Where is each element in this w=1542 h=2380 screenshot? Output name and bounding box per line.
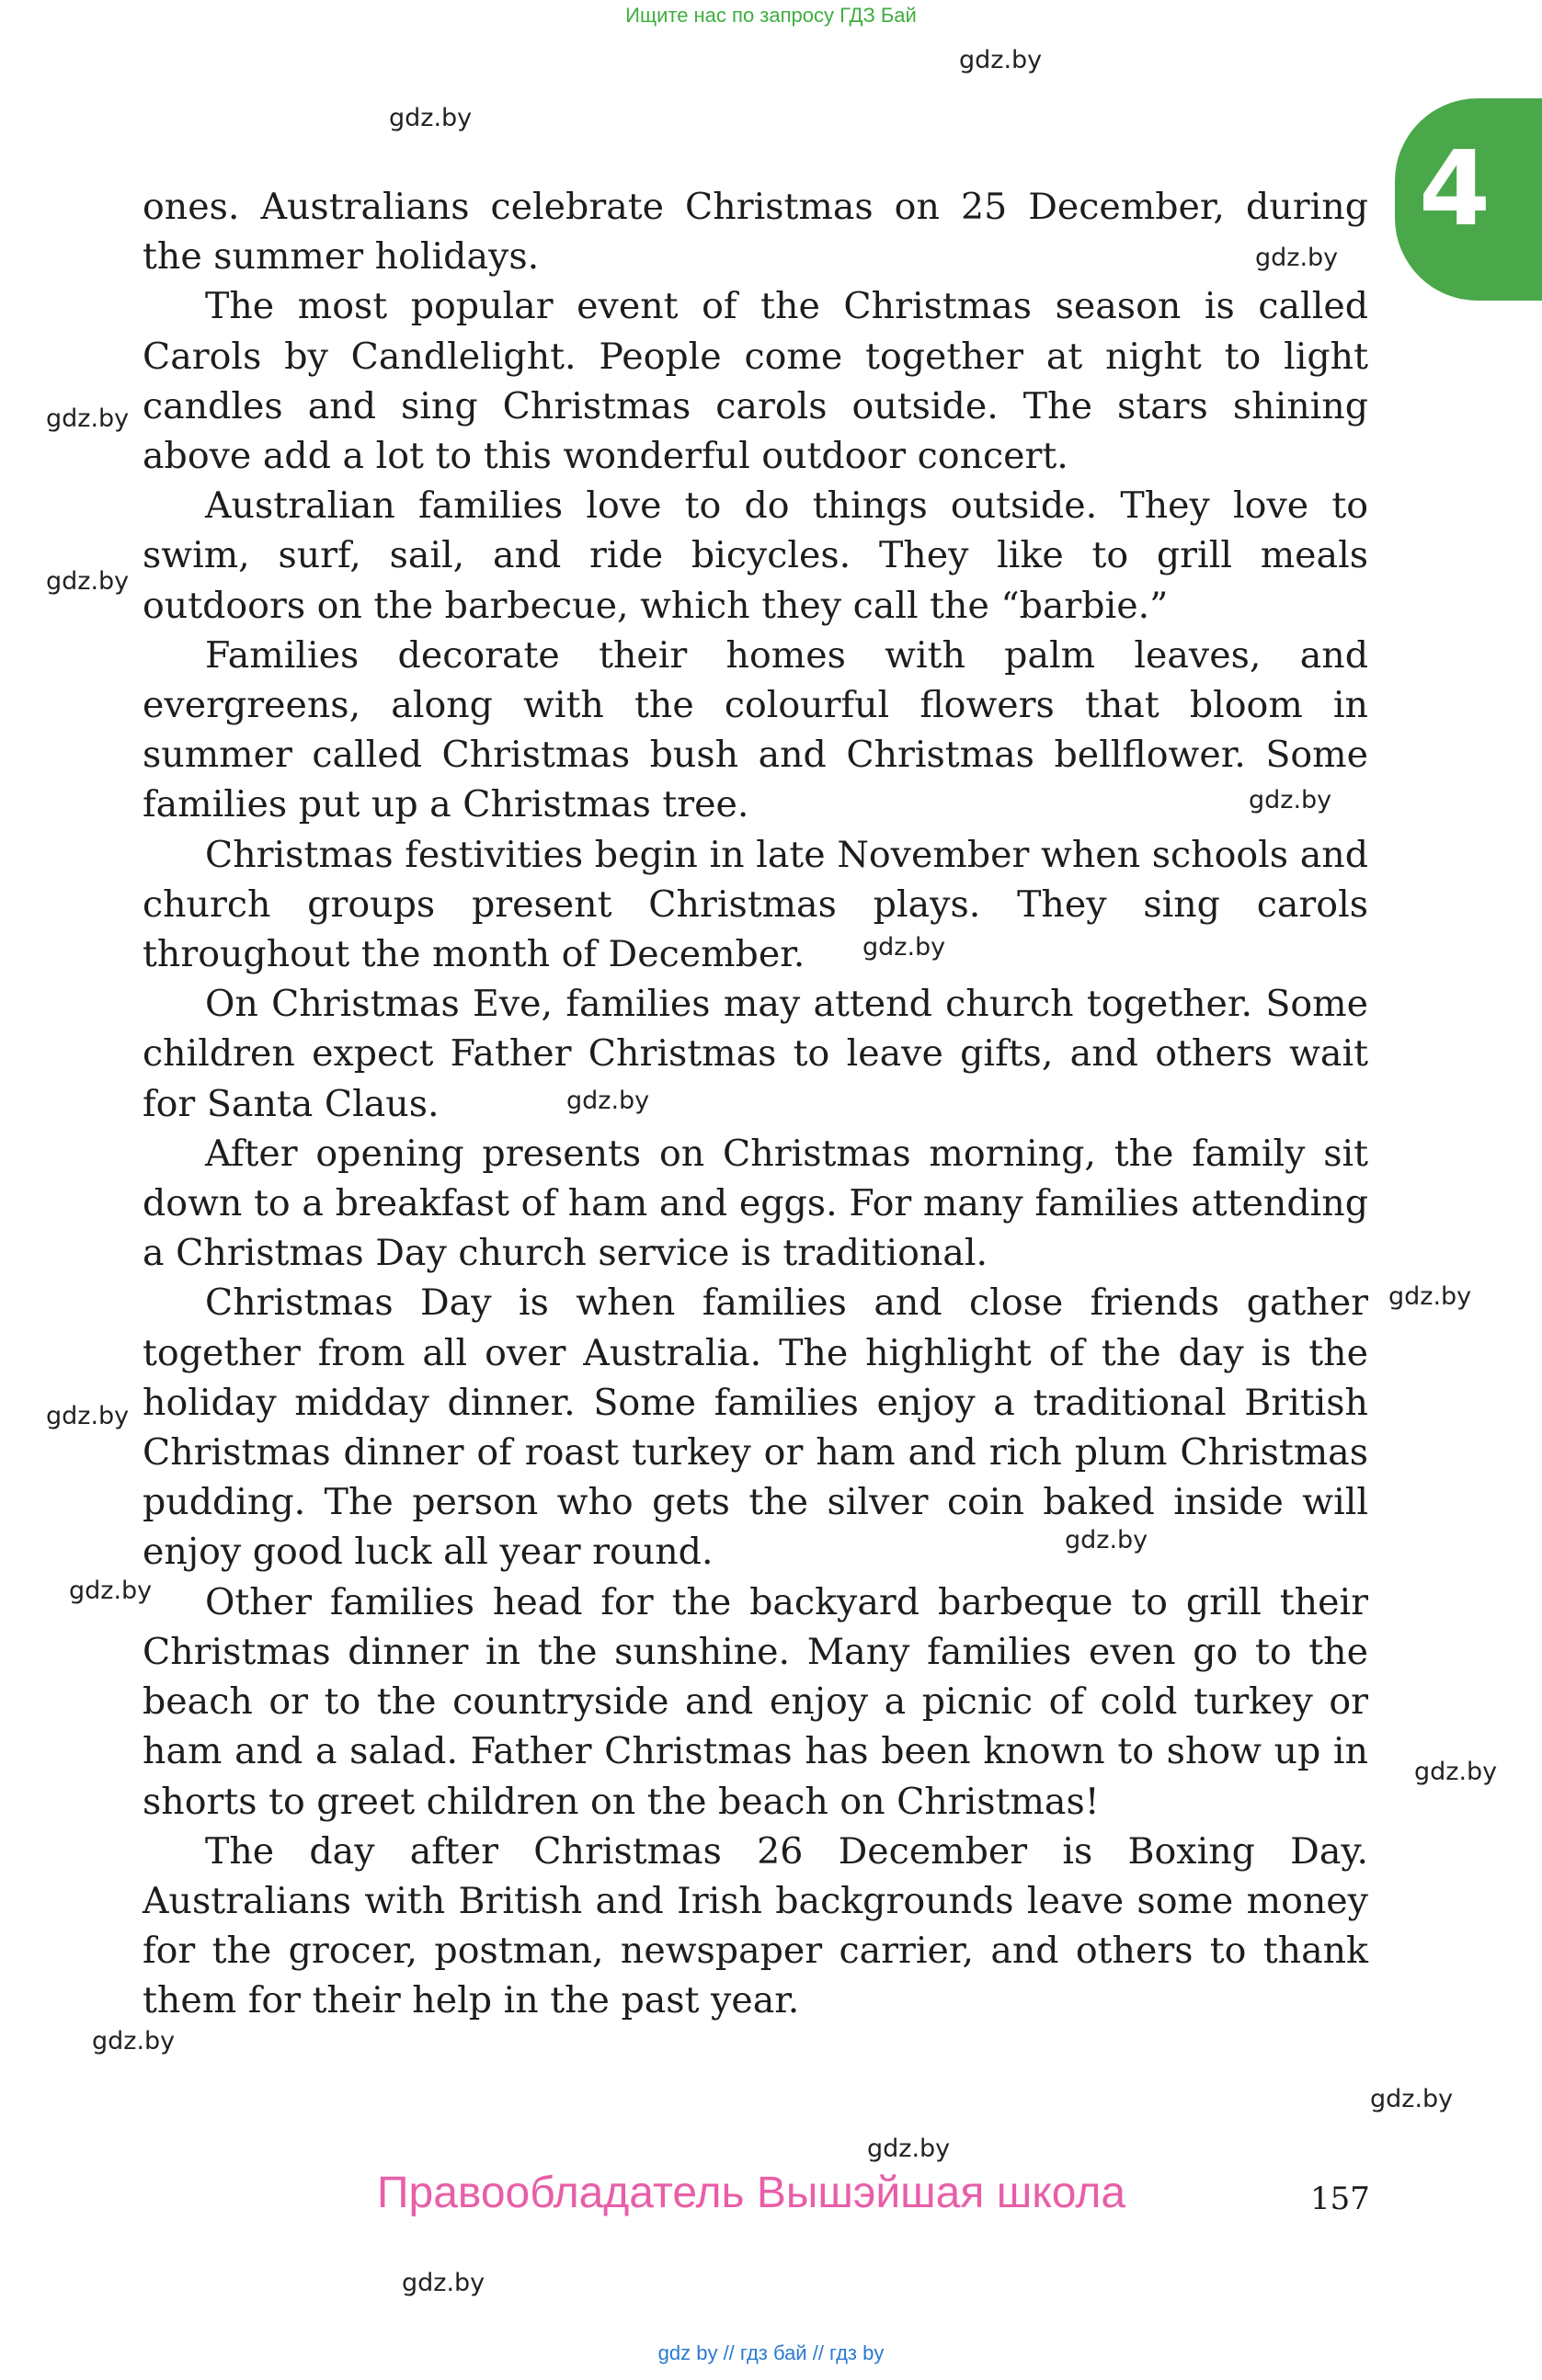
- paragraph: Christmas Day is when families and close friends gather together from all over Australia. The highlight of the day is the holiday midday dinner. Some families enjoy a traditional British Christmas dinner of roast turkey or ham and rich plum Christmas pudding. The person who gets the silver coin baked inside will enjoy good luck all year round.: [143, 1281, 1368, 1574]
- page-number: 157: [1310, 2181, 1370, 2217]
- watermark: gdz.by: [862, 933, 946, 962]
- watermark: gdz.by: [69, 1577, 153, 1605]
- watermark: gdz.by: [46, 1402, 130, 1430]
- body-text: [143, 182, 1368, 2026]
- watermark: gdz.by: [959, 46, 1043, 74]
- footer-links[interactable]: gdz by // гдз бай // гдз by: [657, 2341, 885, 2364]
- top-banner[interactable]: Ищите нас по запросу ГДЗ Бай: [625, 4, 917, 27]
- watermark: gdz.by: [92, 2027, 176, 2055]
- paragraph: Other families head for the backyard barbeque to grill their Christmas dinner in the sunshine. Many families even go to the beach or to the countryside and enjoy a picnic of cold turkey or ham and a salad. Father Christmas has been known to show up in shorts to greet children on the beach on Christmas!: [143, 1580, 1368, 1823]
- watermark: gdz.by: [1255, 244, 1339, 272]
- watermark: gdz.by: [46, 404, 130, 433]
- chapter-number: 4: [1419, 130, 1491, 249]
- watermark: gdz.by: [566, 1087, 650, 1115]
- watermark: gdz.by: [1370, 2085, 1454, 2113]
- paragraph: On Christmas Eve, families may attend church together. Some children expect Father Christmas to leave gifts, and others wait for Santa Claus.: [143, 983, 1368, 1125]
- paragraph: The most popular event of the Christmas season is called Carols by Candlelight. People come together at night to light candles and sing Christmas carols outside. The stars shining above add a lot to this wonderful outdoor concert.: [143, 285, 1368, 478]
- watermark: gdz.by: [389, 104, 473, 132]
- watermark: gdz.by: [1249, 786, 1332, 814]
- watermark: gdz.by: [46, 567, 130, 596]
- paragraph: Australian families love to do things outside. They love to swim, surf, sail, and ride bicycles. They like to grill meals outdoors on the barbecue, which they call the “barbie.”: [143, 484, 1368, 627]
- watermark: gdz.by: [867, 2135, 951, 2163]
- watermark: gdz.by: [402, 2269, 485, 2297]
- paragraph: Families decorate their homes with palm leaves, and evergreens, along with the colourful flowers that bloom in summer called Christmas bush and Christmas bellflower. Some families put up a Christmas tree.: [143, 633, 1368, 826]
- watermark: gdz.by: [1065, 1526, 1148, 1554]
- paragraph: The day after Christmas 26 December is Boxing Day. Australians with British and Irish backgrounds leave some money for the grocer, postman, newspaper carrier, and others to thank them for their help in the past year.: [143, 1829, 1368, 2022]
- watermark: gdz.by: [1388, 1282, 1472, 1311]
- copyright-notice: Правообладатель Вышэйшая школа: [377, 2169, 1126, 2217]
- watermark: gdz.by: [1414, 1758, 1498, 1786]
- paragraph: ones. Australians celebrate Christmas on 25 December, during the summer holidays.: [143, 186, 1368, 279]
- paragraph: After opening presents on Christmas morning, the family sit down to a breakfast of ham and eggs. For many families attending a Christmas Day church service is traditional.: [143, 1132, 1368, 1275]
- paragraph: Christmas festivities begin in late November when schools and church groups present Christmas plays. They sing carols throughout the month of December.: [143, 833, 1368, 976]
